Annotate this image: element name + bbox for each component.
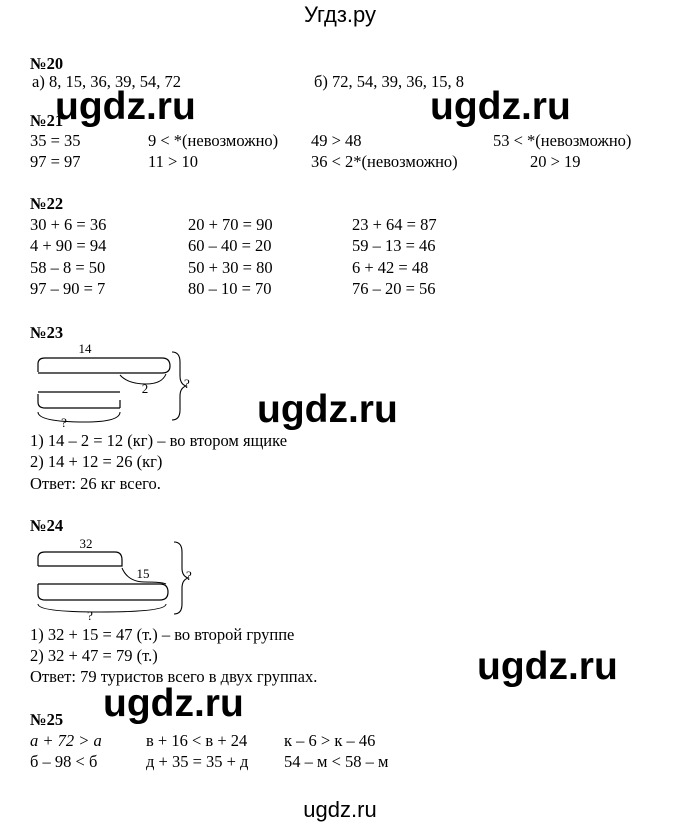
task-24-answer: Ответ: 79 туристов всего в двух группах. <box>30 667 318 686</box>
diagram-24-total-arc <box>38 604 166 612</box>
task-22-cell: 50 + 30 = 80 <box>188 258 273 277</box>
task-21-cell: 36 < 2*(невозможно) <box>311 152 458 171</box>
task-22-cell: 80 – 10 = 70 <box>188 279 272 298</box>
task-22-cell: 30 + 6 = 36 <box>30 215 107 234</box>
diagram-24-total-label: ? <box>87 608 93 623</box>
task-21-cell: 35 = 35 <box>30 131 81 150</box>
task-25-heading: №25 <box>30 710 64 729</box>
task-22-cell: 58 – 8 = 50 <box>30 258 106 277</box>
diagram-24-top-label: 32 <box>79 536 93 551</box>
watermark: ugdz.ru <box>430 85 571 128</box>
diagram-24-brace-label: ? <box>186 568 192 583</box>
diagram-23-total-label: ? <box>61 415 67 430</box>
task-22-cell: 4 + 90 = 94 <box>30 236 107 255</box>
task-25-cell: в + 16 < в + 24 <box>146 731 248 750</box>
task-21-cell: 53 < *(невозможно) <box>493 131 632 150</box>
task-25-cell: б – 98 < б <box>30 752 98 771</box>
watermark: ugdz.ru <box>477 645 618 688</box>
task-25-cell: 54 – м < 58 – м <box>284 752 389 771</box>
task-23-line: 2) 14 + 12 = 26 (кг) <box>30 452 163 471</box>
watermark: ugdz.ru <box>103 682 244 725</box>
task-21-cell: 9 < *(невозможно) <box>148 131 279 150</box>
watermark: ugdz.ru <box>257 388 398 431</box>
watermark: ugdz.ru <box>55 85 196 128</box>
task-22-cell: 59 – 13 = 46 <box>352 236 436 255</box>
diagram-24-first-bar <box>38 552 122 566</box>
task-20-part-a: а) 8, 15, 36, 39, 54, 72 <box>32 72 181 91</box>
diagram-24-second-bar <box>38 584 168 600</box>
task-22-cell: 23 + 64 = 87 <box>352 215 437 234</box>
task-24-heading: №24 <box>30 516 64 535</box>
task-25-cell: д + 35 = 35 + д <box>146 752 249 771</box>
task-24-line: 1) 32 + 15 = 47 (т.) – во второй группе <box>30 625 295 644</box>
task-21-cell: 11 > 10 <box>148 152 198 171</box>
task-22-cell: 60 – 40 = 20 <box>188 236 272 255</box>
task-22-cell: 76 – 20 = 56 <box>352 279 436 298</box>
task-25-cell: a + 72 > a <box>30 731 102 750</box>
site-title: Угдз.ру <box>303 2 377 27</box>
task-21-heading: №21 <box>30 111 64 130</box>
task-22-cell: 6 + 42 = 48 <box>352 258 429 277</box>
task-25-cell: к – 6 > к – 46 <box>284 731 376 750</box>
diagram-24-diff-label: 15 <box>136 566 150 581</box>
footer-site-link: ugdz.ru <box>303 797 377 822</box>
diagram-23-diff-label: 2 <box>141 381 149 396</box>
task-21-cell: 20 > 19 <box>530 152 581 171</box>
diagram-23-top-label: 14 <box>78 341 92 356</box>
task-24-line: 2) 32 + 47 = 79 (т.) <box>30 646 158 665</box>
task-20-heading: №20 <box>30 54 64 73</box>
task-21-cell: 49 > 48 <box>311 131 362 150</box>
task-23-line: 1) 14 – 2 = 12 (кг) – во втором ящике <box>30 431 288 450</box>
task-23-answer: Ответ: 26 кг всего. <box>30 474 161 493</box>
diagram-23-brace-label: ? <box>184 376 190 391</box>
task-20-part-b: б) 72, 54, 39, 36, 15, 8 <box>314 72 465 91</box>
task-22-heading: №22 <box>30 194 64 213</box>
task-23-heading: №23 <box>30 323 64 342</box>
task-22-cell: 97 – 90 = 7 <box>30 279 106 298</box>
task-21-cell: 97 = 97 <box>30 152 81 171</box>
task-22-cell: 20 + 70 = 90 <box>188 215 273 234</box>
